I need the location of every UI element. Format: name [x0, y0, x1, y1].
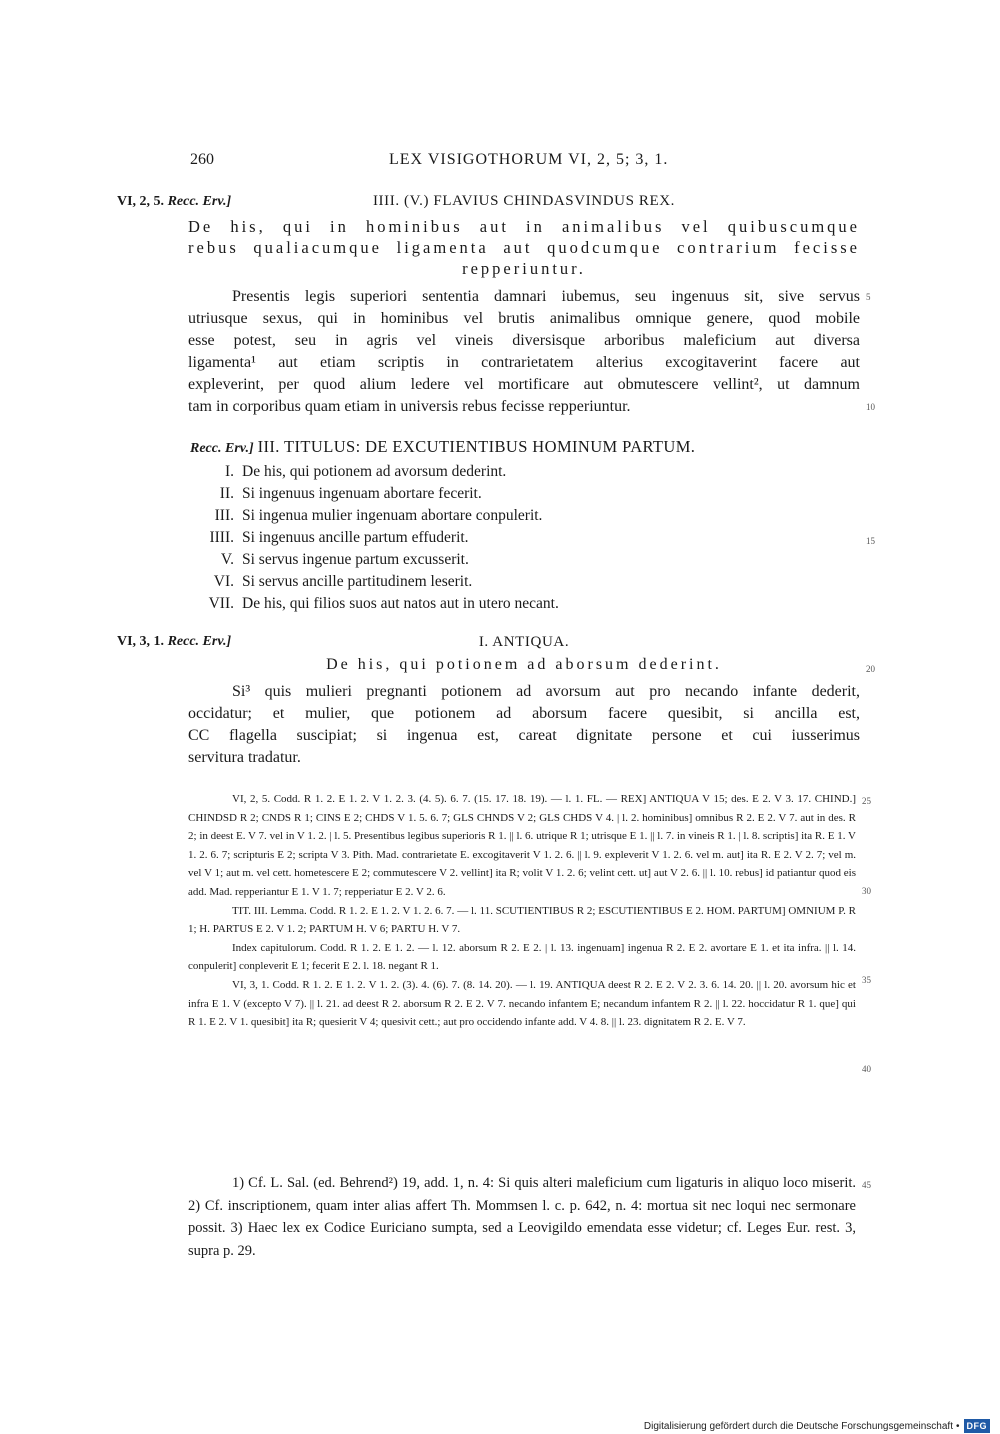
dfg-logo-icon: DFG: [964, 1419, 991, 1433]
section2-side-ref: VI, 3, 1. Recc. Erv.]: [117, 634, 232, 649]
title3-heading-row: [190, 437, 695, 457]
toc-text: Si ingenuus ancille partum effuderit.: [242, 529, 469, 546]
line-number: 45: [862, 1180, 871, 1190]
text-line: expleverint, per quod alium ledere vel mortificare aut obmutescere vellint², ut damnum: [188, 376, 860, 393]
toc-text: Si ingenua mulier ingenuam abortare conpulerit.: [242, 507, 543, 524]
toc-number: II.: [219, 485, 234, 502]
page-number: 260: [190, 151, 214, 168]
toc-text: Si ingenuus ingenuam abortare fecerit.: [242, 485, 482, 502]
section2-heading: I. ANTIQUA.: [478, 634, 570, 650]
line-number: 5: [866, 292, 871, 302]
toc-item: [188, 462, 506, 482]
footnotes-text: 1) Cf. L. Sal. (ed. Behrend²) 19, add. 1, n. 4: Si quis alteri maleficium cum ligaturis in aliquo loco miserit. 2) Cf. inscriptionem, quam inter alias affert Th. Mommsen l. c. p. 642, n. 4: mortua sit nec loqui nec sermonare possit. 3) Haec lex ex Codice Euriciano sumpta, sed a Leovigildo emendata esse videtur; cf. Leges Eur. rest. 3, supra p. 29.: [188, 1175, 856, 1259]
apparatus-paragraph: VI, 3, 1. Codd. R 1. 2. E 1. 2. V 1. 2. (3). 4. (6). 7. (8. 14. 20). — l. 19. ANTIQUA deest R 2. E 2. V 2. 3. 6. 14. 20. || l. 20. avorsum hic et infra E 1. V (excepto V 7). || l. 21. ad deest R 2. aborsum R 2. E 2. V 7. necando infantem E; necandum infantem R 2. || l. 22. hoccidatur R 1. que] qui R 1. E 2. V 1. quesibit] ita R; quesierit V 4; quesivit cett.; aut pro occidendo infante add. V 4. 8. || l. 23. dignitatem R 2. E. V 7.: [188, 978, 856, 1029]
page-header: [0, 151, 1000, 173]
toc-item: [188, 594, 559, 614]
toc-number: VI.: [213, 573, 234, 590]
text-line: servitura tradatur.: [188, 749, 301, 766]
line-number: 40: [862, 1064, 871, 1074]
toc-number: I.: [224, 463, 234, 480]
critical-apparatus: [188, 790, 856, 1032]
line-number: 20: [866, 664, 875, 674]
toc-text: Si servus ingenue partum excusserit.: [242, 551, 469, 568]
toc-item: [188, 484, 482, 504]
section1-text: [188, 286, 860, 418]
dfg-footer: [644, 1419, 990, 1433]
title3-side-note: Recc. Erv.]: [190, 441, 254, 456]
section2-title: De his, qui potionem ad aborsum dederint.: [326, 656, 722, 673]
title3-heading: III. TITULUS: DE EXCUTIENTIBUS HOMINUM PARTUM.: [257, 437, 696, 456]
line-number: 10: [866, 402, 875, 412]
text-line: tam in corporibus quam etiam in universis rebus fecisse repperiuntur.: [188, 398, 631, 415]
text-line: CC flagella suscipiat; si ingenua est, careat dignitate persone et cui iusserimus: [188, 727, 860, 744]
text-line: ligamenta¹ aut etiam scriptis in contrarietatem alterius excogitaverint facere aut: [188, 354, 860, 371]
toc-number: VII.: [208, 595, 234, 612]
section1-side-note: Recc. Erv.]: [167, 194, 232, 209]
text-line: esse potest, seu in agris vel vineis diversisque arboribus maleficium aut diversa: [188, 332, 860, 349]
section1-side-ref: VI, 2, 5. Recc. Erv.]: [117, 194, 232, 209]
section2-text: [188, 681, 860, 769]
text-line: occidatur; et mulier, que potionem ad aborsum facere quesibit, si ancilla est,: [188, 705, 860, 722]
apparatus-paragraph: TIT. III. Lemma. Codd. R 1. 2. E 1. 2. V 1. 2. 6. 7. — l. 11. SCUTIENTIBUS R 2; ESCUTIENTIBUS E 2. HOM. PARTUM] OMNIUM P. R 1; H. PARTUS E 2. V 1. 2; PARTUM H. V 6; PARTU H. V 7.: [188, 904, 856, 936]
toc-item: [188, 528, 469, 548]
section2-side-note: Recc. Erv.]: [167, 634, 232, 649]
toc-text: De his, qui filios suos aut natos aut in utero necant.: [242, 595, 559, 612]
apparatus-paragraph: VI, 2, 5. Codd. R 1. 2. E 1. 2. V 1. 2. 3. (4. 5). 6. 7. (15. 17. 18. 19). — l. 1. FL. — REX] ANTIQUA V 15; des. E 2. V 3. 17. CHIND.] CHINDSD R 2; CNDS R 1; CINS E 2; CHDS V 1. 5. 6. 7; GLS CHNDS V 2; GLS CHDS V 4. | l. 2. hominibus] omnibus R 2. E 2. V 7. aut in des. R 2; in deest E. V 7. vel in V 1. 2. | l. 5. Presentibus legibus superioris R 1. || l. 6. utrique R 1; utrisque E 1. || l. 7. in vineis R 1. | l. 8. scriptis] ita R. E 1. V 1. 2. 6. 7; scripturis E 2; scripta V 3. Pith. Mad. contrarietate E. excogitaverit V 1. 2. 6. || l. 9. expleverit V 1. 2. 6. vel m. aut] ita R. E 2. V 2. 7; vel m. vel V 1; aut m. vel cett. hometescere E 2; commutescere V 2. vellint] ita R; volit V 1. 2. 6; velint cett. ut] aut V 2. 6. || l. 10. rebus] id patiantur quod eis add. Mad. repperiantur E 1. V 1. 7; repperiatur E 2. V 2. 6.: [188, 793, 856, 898]
line-number: 25: [862, 796, 871, 806]
toc-item: [188, 506, 542, 526]
text-line: Si³ quis mulieri pregnanti potionem ad avorsum aut pro necando infante dederit,: [232, 683, 860, 700]
toc-text: De his, qui potionem ad avorsum dederint.: [242, 463, 507, 480]
section1-title-line: rebus qualiacumque ligamenta aut quodcumque contrarium fecisse: [188, 238, 860, 257]
running-head: LEX VISIGOTHORUM VI, 2, 5; 3, 1.: [389, 151, 669, 168]
footnotes: [188, 1172, 856, 1262]
apparatus-paragraph: Index capitulorum. Codd. R 1. 2. E 1. 2. — l. 12. aborsum R 2. E 2. | l. 13. ingenuam] ingenua R 2. E 2. avortare E 1. et ita infra. || l. 14. conpulerit] conpleverit E 1; fecerit E 2. l. 18. negant R 1.: [188, 941, 856, 973]
toc-number: V.: [220, 551, 234, 568]
toc-item: [188, 550, 469, 570]
line-number: 30: [862, 886, 871, 896]
text-line: Presentis legis superiori sententia damnari iubemus, seu ingenuus sit, sive servus: [232, 288, 860, 305]
section1-title-line: repperiuntur.: [462, 259, 586, 278]
toc-number: III.: [214, 507, 234, 524]
section1-title: [188, 216, 860, 279]
section1-title-line: De his, qui in hominibus aut in animalibus vel quibuscumque: [188, 217, 860, 236]
text-line: utriusque sexus, qui in hominibus vel brutis animalibus omnique genere, quod mobile: [188, 310, 860, 327]
separator-dot: •: [955, 1420, 960, 1432]
toc-number: IIII.: [209, 529, 234, 546]
toc-text: Si servus ancille partitudinem leserit.: [242, 573, 473, 590]
line-number: 35: [862, 975, 871, 985]
line-number: 15: [866, 536, 875, 546]
dfg-footer-text: Digitalisierung gefördert durch die Deutsche Forschungsgemeinschaft: [643, 1420, 953, 1432]
section1-heading: IIII. (V.) FLAVIUS CHINDASVINDUS REX.: [372, 193, 676, 209]
toc-item: [188, 572, 472, 592]
